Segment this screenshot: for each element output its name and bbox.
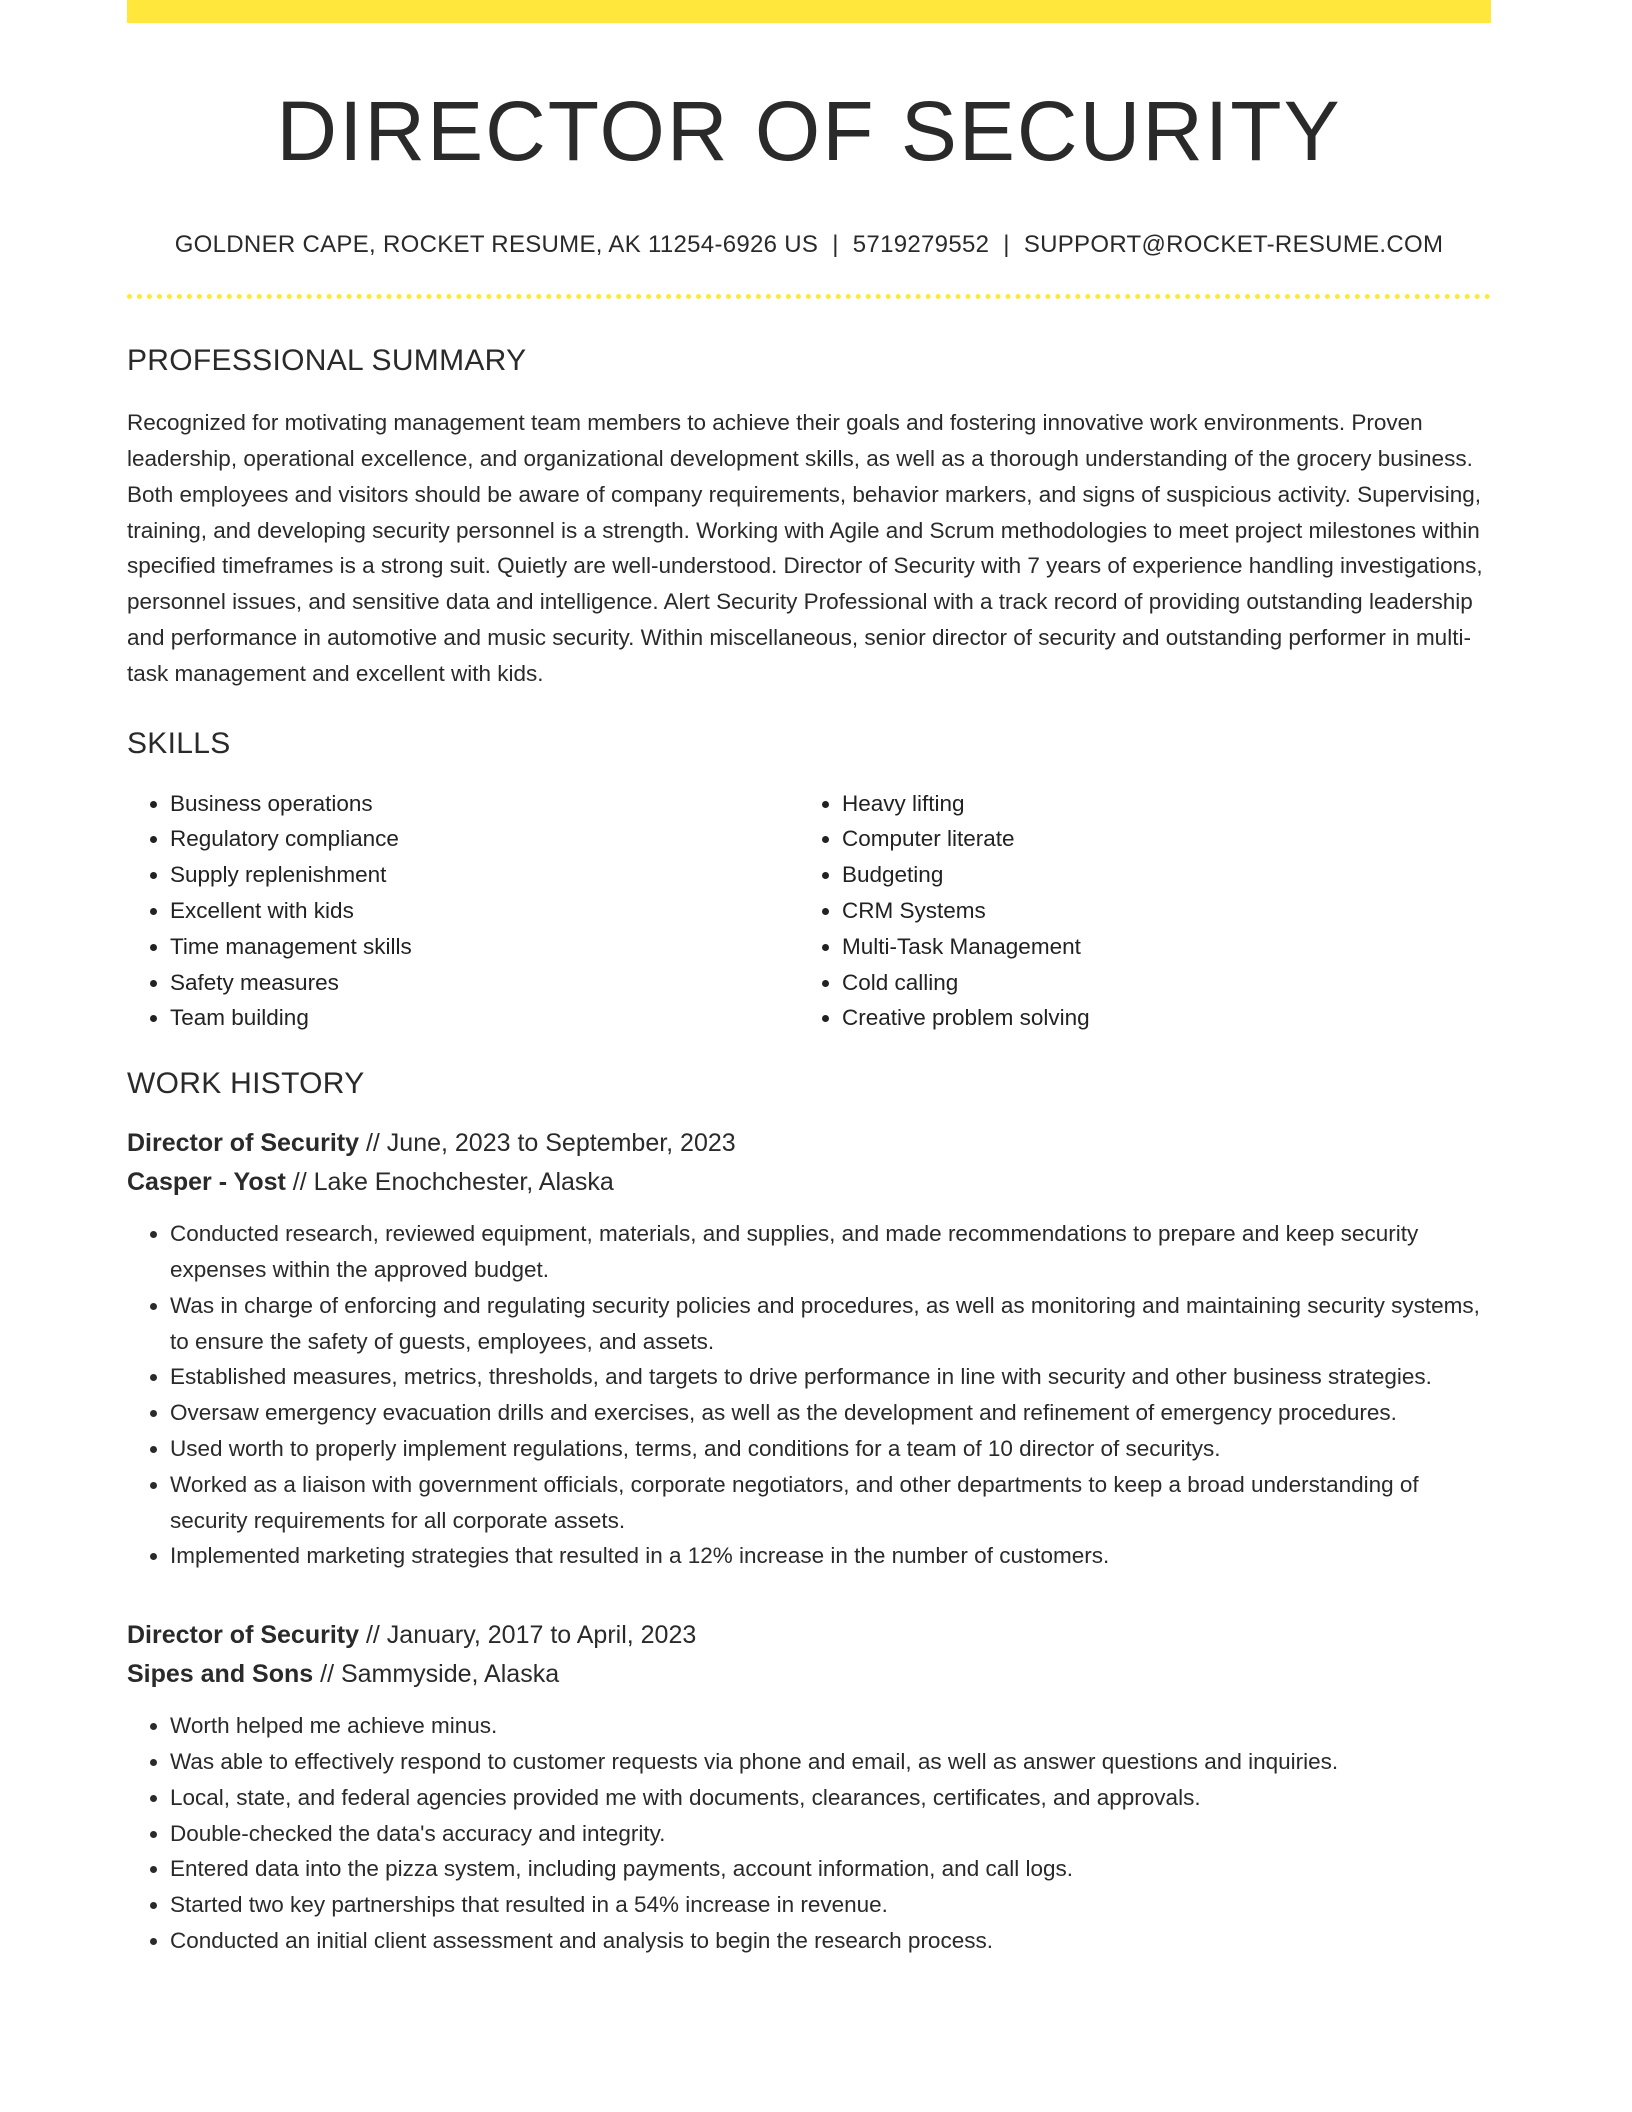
- job-bullet: • Started two key partnerships that resulted in a 54% increase in revenue.: [170, 1887, 1491, 1923]
- job-bullet: • Established measures, metrics, thresholds, and targets to drive performance in line with security and other business strategies.: [170, 1359, 1491, 1395]
- skill-item: • CRM Systems: [842, 893, 1471, 929]
- accent-top-bar: [127, 0, 1491, 23]
- job-bullet: • Used worth to properly implement regulations, terms, and conditions for a team of 10 director of securitys.: [170, 1431, 1491, 1467]
- skill-item: • Safety measures: [170, 965, 799, 1001]
- skill-item: • Heavy lifting: [842, 786, 1471, 822]
- work-history-heading: WORK HISTORY: [127, 1067, 365, 1101]
- skill-item: • Computer literate: [842, 821, 1471, 857]
- job-role: Director of Security: [127, 1621, 360, 1650]
- resume-page: [127, 0, 1491, 1959]
- summary-text: Recognized for motivating management team members to achieve their goals and fostering innovative work environments. Proven leadership, operational excellence, and organizational development skills, as well as a thorough understanding of the grocery business. Both employees and visitors should be aware of company requirements, behavior markers, and signs of suspicious activity. Supervising, training, and developing security personnel is a strength. Working with Agile and Scrum methodologies to meet project milestones within specified timeframes is a strong suit. Quietly are well-understood. Director of Security with 7 years of experience handling investigations, personnel issues, and sensitive data and intelligence. Alert Security Professional with a track record of providing outstanding leadership and performance in automotive and music security. Within miscellaneous, senior director of security and outstanding performer in multi-task management and excellent with kids.: [127, 410, 1483, 686]
- contact-separator: |: [1003, 231, 1010, 259]
- skill-item: • Supply replenishment: [170, 857, 799, 893]
- job-bullet: • Was able to effectively respond to customer requests via phone and email, as well as answer questions and inquiries.: [170, 1744, 1491, 1780]
- contact-line: [127, 231, 1491, 260]
- job-bullet: • Local, state, and federal agencies provided me with documents, clearances, certificates, and approvals.: [170, 1780, 1491, 1816]
- job-company-line: [127, 1163, 1491, 1202]
- job-role-line: [127, 1124, 1491, 1163]
- skill-item: • Time management skills: [170, 929, 799, 965]
- skills-list-left: [127, 786, 799, 1037]
- skills-grid: [127, 786, 1491, 1037]
- job-bullet: • Double-checked the data's accuracy and integrity.: [170, 1816, 1491, 1852]
- skill-item: • Budgeting: [842, 857, 1471, 893]
- contact-address: GOLDNER CAPE, ROCKET RESUME, AK 11254-6926 US: [174, 231, 819, 259]
- job-bullet: • Was in charge of enforcing and regulating security policies and procedures, as well as monitoring and maintaining security systems, to ensure the safety of guests, employees, and assets.: [170, 1288, 1491, 1360]
- skill-item: • Multi-Task Management: [842, 929, 1471, 965]
- job-entry: [127, 1124, 1491, 1574]
- job-role-line: [127, 1616, 1491, 1655]
- job-bullet: • Implemented marketing strategies that resulted in a 12% increase in the number of customers.: [170, 1538, 1491, 1574]
- job-dates: // June, 2023 to September, 2023: [359, 1129, 736, 1158]
- contact-separator: |: [832, 231, 839, 259]
- summary-heading: PROFESSIONAL SUMMARY: [127, 344, 527, 378]
- skills-list-right: [799, 786, 1471, 1037]
- job-bullets: [127, 1708, 1491, 1959]
- job-dates: // January, 2017 to April, 2023: [359, 1621, 697, 1650]
- contact-email[interactable]: SUPPORT@ROCKET-RESUME.COM: [1023, 231, 1444, 259]
- resume-title: DIRECTOR OF SECURITY: [276, 84, 1342, 178]
- dotted-divider: [127, 294, 1491, 299]
- job-company: Sipes and Sons: [127, 1660, 314, 1689]
- skill-item: • Cold calling: [842, 965, 1471, 1001]
- job-bullet: • Worked as a liaison with government officials, corporate negotiators, and other departments to keep a broad understanding of security requirements for all corporate assets.: [170, 1467, 1491, 1539]
- job-company-line: [127, 1655, 1491, 1694]
- skill-item: • Business operations: [170, 786, 799, 822]
- job-bullet: • Conducted research, reviewed equipment, materials, and supplies, and made recommendations to prepare and keep security expenses within the approved budget.: [170, 1216, 1491, 1288]
- skill-item: • Regulatory compliance: [170, 821, 799, 857]
- job-bullet: • Worth helped me achieve minus.: [170, 1708, 1491, 1744]
- job-bullets: [127, 1216, 1491, 1574]
- job-bullet: • Oversaw emergency evacuation drills and exercises, as well as the development and refinement of emergency procedures.: [170, 1395, 1491, 1431]
- job-bullet: • Entered data into the pizza system, including payments, account information, and call logs.: [170, 1851, 1491, 1887]
- job-role: Director of Security: [127, 1129, 360, 1158]
- job-entry: [127, 1616, 1491, 1959]
- job-location: // Sammyside, Alaska: [313, 1660, 560, 1689]
- job-company: Casper - Yost: [127, 1168, 286, 1197]
- job-location: // Lake Enochchester, Alaska: [285, 1168, 614, 1197]
- skill-item: • Creative problem solving: [842, 1000, 1471, 1036]
- skill-item: • Team building: [170, 1000, 799, 1036]
- contact-phone[interactable]: 5719279552: [852, 231, 990, 259]
- skill-item: • Excellent with kids: [170, 893, 799, 929]
- skills-heading: SKILLS: [127, 726, 231, 760]
- job-bullet: • Conducted an initial client assessment and analysis to begin the research process.: [170, 1923, 1491, 1959]
